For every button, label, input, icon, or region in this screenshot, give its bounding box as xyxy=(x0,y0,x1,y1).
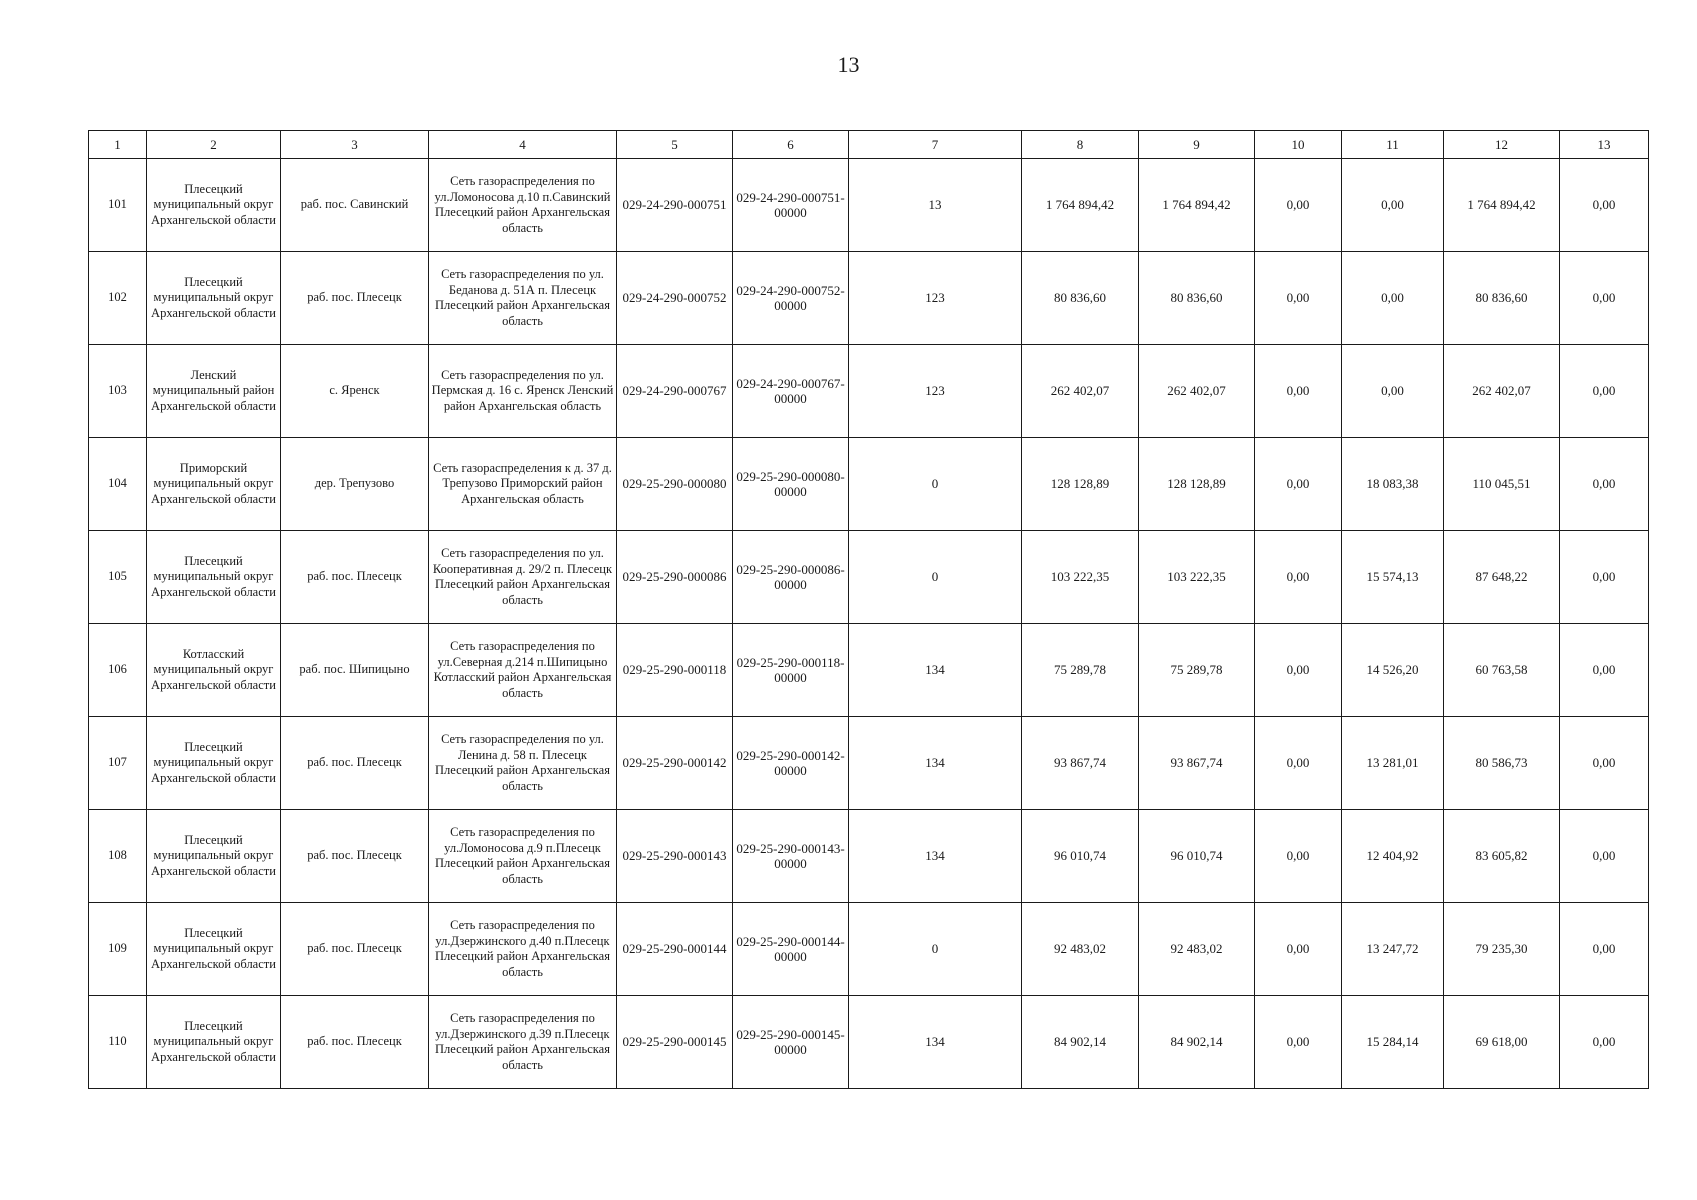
cadastral-number-cell: 029-25-290-000144 xyxy=(617,903,733,996)
header-row xyxy=(89,131,1649,159)
table-row xyxy=(89,810,1649,903)
column-10-value-cell: 0,00 xyxy=(1255,438,1342,531)
column-13-value-cell: 0,00 xyxy=(1560,531,1649,624)
cadastral-number-cell: 029-25-290-000145 xyxy=(617,996,733,1089)
cadastral-number-cell: 029-24-290-000752 xyxy=(617,252,733,345)
settlement-cell: раб. пос. Плесецк xyxy=(281,903,429,996)
registry-number-cell: 029-24-290-000767-00000 xyxy=(733,345,849,438)
table-row xyxy=(89,624,1649,717)
municipality-cell: Ленский муниципальный район Архангельской области xyxy=(147,345,281,438)
column-8-value-cell: 262 402,07 xyxy=(1022,345,1139,438)
row-number-cell: 106 xyxy=(89,624,147,717)
registry-number-cell: 029-25-290-000145-00000 xyxy=(733,996,849,1089)
settlement-cell: раб. пос. Плесецк xyxy=(281,717,429,810)
registry-number-cell: 029-25-290-000144-00000 xyxy=(733,903,849,996)
column-12-value-cell: 60 763,58 xyxy=(1444,624,1560,717)
column-10-value-cell: 0,00 xyxy=(1255,252,1342,345)
column-header: 5 xyxy=(617,131,733,159)
column-10-value-cell: 0,00 xyxy=(1255,531,1342,624)
column-7-value-cell: 134 xyxy=(849,996,1022,1089)
row-number-cell: 109 xyxy=(89,903,147,996)
municipality-cell: Приморский муниципальный округ Архангельской области xyxy=(147,438,281,531)
settlement-cell: раб. пос. Савинский xyxy=(281,159,429,252)
column-header: 4 xyxy=(429,131,617,159)
column-10-value-cell: 0,00 xyxy=(1255,717,1342,810)
object-name-cell: Сеть газораспределения по ул. Беданова д. 51А п. Плесецк Плесецкий район Архангельская область xyxy=(429,252,617,345)
column-11-value-cell: 14 526,20 xyxy=(1342,624,1444,717)
column-9-value-cell: 128 128,89 xyxy=(1139,438,1255,531)
page-number: 13 xyxy=(837,52,860,77)
column-13-value-cell: 0,00 xyxy=(1560,438,1649,531)
column-13-value-cell: 0,00 xyxy=(1560,252,1649,345)
column-9-value-cell: 93 867,74 xyxy=(1139,717,1255,810)
row-number-cell: 105 xyxy=(89,531,147,624)
table-row xyxy=(89,717,1649,810)
column-12-value-cell: 79 235,30 xyxy=(1444,903,1560,996)
column-9-value-cell: 80 836,60 xyxy=(1139,252,1255,345)
settlement-cell: раб. пос. Плесецк xyxy=(281,531,429,624)
column-header: 1 xyxy=(89,131,147,159)
column-10-value-cell: 0,00 xyxy=(1255,159,1342,252)
settlement-cell: раб. пос. Плесецк xyxy=(281,996,429,1089)
municipality-cell: Плесецкий муниципальный округ Архангельской области xyxy=(147,252,281,345)
object-name-cell: Сеть газораспределения по ул.Дзержинского д.39 п.Плесецк Плесецкий район Архангельская область xyxy=(429,996,617,1089)
cadastral-number-cell: 029-24-290-000767 xyxy=(617,345,733,438)
column-10-value-cell: 0,00 xyxy=(1255,903,1342,996)
column-8-value-cell: 92 483,02 xyxy=(1022,903,1139,996)
table-row xyxy=(89,345,1649,438)
row-number-cell: 107 xyxy=(89,717,147,810)
row-number-cell: 108 xyxy=(89,810,147,903)
column-12-value-cell: 69 618,00 xyxy=(1444,996,1560,1089)
cadastral-number-cell: 029-24-290-000751 xyxy=(617,159,733,252)
table-row xyxy=(89,531,1649,624)
column-13-value-cell: 0,00 xyxy=(1560,903,1649,996)
column-7-value-cell: 13 xyxy=(849,159,1022,252)
cadastral-number-cell: 029-25-290-000143 xyxy=(617,810,733,903)
column-7-value-cell: 123 xyxy=(849,345,1022,438)
registry-number-cell: 029-24-290-000752-00000 xyxy=(733,252,849,345)
column-12-value-cell: 80 836,60 xyxy=(1444,252,1560,345)
column-13-value-cell: 0,00 xyxy=(1560,717,1649,810)
column-header: 2 xyxy=(147,131,281,159)
municipality-cell: Плесецкий муниципальный округ Архангельской области xyxy=(147,159,281,252)
column-header: 9 xyxy=(1139,131,1255,159)
column-11-value-cell: 18 083,38 xyxy=(1342,438,1444,531)
column-header: 3 xyxy=(281,131,429,159)
column-9-value-cell: 1 764 894,42 xyxy=(1139,159,1255,252)
table-body xyxy=(89,159,1649,1089)
column-9-value-cell: 92 483,02 xyxy=(1139,903,1255,996)
column-7-value-cell: 0 xyxy=(849,903,1022,996)
object-name-cell: Сеть газораспределения по ул.Ломоносова д.10 п.Савинский Плесецкий район Архангельская область xyxy=(429,159,617,252)
cadastral-number-cell: 029-25-290-000086 xyxy=(617,531,733,624)
column-13-value-cell: 0,00 xyxy=(1560,996,1649,1089)
column-13-value-cell: 0,00 xyxy=(1560,624,1649,717)
column-9-value-cell: 84 902,14 xyxy=(1139,996,1255,1089)
column-header: 7 xyxy=(849,131,1022,159)
column-10-value-cell: 0,00 xyxy=(1255,624,1342,717)
settlement-cell: раб. пос. Шипицыно xyxy=(281,624,429,717)
column-9-value-cell: 103 222,35 xyxy=(1139,531,1255,624)
register-table xyxy=(88,130,1649,1089)
column-12-value-cell: 110 045,51 xyxy=(1444,438,1560,531)
table-row xyxy=(89,903,1649,996)
column-8-value-cell: 80 836,60 xyxy=(1022,252,1139,345)
column-7-value-cell: 134 xyxy=(849,624,1022,717)
column-header: 11 xyxy=(1342,131,1444,159)
settlement-cell: раб. пос. Плесецк xyxy=(281,810,429,903)
registry-number-cell: 029-25-290-000142-00000 xyxy=(733,717,849,810)
registry-number-cell: 029-25-290-000143-00000 xyxy=(733,810,849,903)
column-7-value-cell: 134 xyxy=(849,810,1022,903)
object-name-cell: Сеть газораспределения по ул.Ломоносова д.9 п.Плесецк Плесецкий район Архангельская область xyxy=(429,810,617,903)
cadastral-number-cell: 029-25-290-000118 xyxy=(617,624,733,717)
row-number-cell: 110 xyxy=(89,996,147,1089)
column-12-value-cell: 1 764 894,42 xyxy=(1444,159,1560,252)
column-12-value-cell: 80 586,73 xyxy=(1444,717,1560,810)
object-name-cell: Сеть газораспределения по ул. Пермская д. 16 с. Яренск Ленский район Архангельская область xyxy=(429,345,617,438)
column-11-value-cell: 13 281,01 xyxy=(1342,717,1444,810)
column-8-value-cell: 128 128,89 xyxy=(1022,438,1139,531)
column-13-value-cell: 0,00 xyxy=(1560,345,1649,438)
settlement-cell: раб. пос. Плесецк xyxy=(281,252,429,345)
object-name-cell: Сеть газораспределения по ул.Дзержинского д.40 п.Плесецк Плесецкий район Архангельская область xyxy=(429,903,617,996)
column-11-value-cell: 0,00 xyxy=(1342,345,1444,438)
table-row xyxy=(89,996,1649,1089)
column-7-value-cell: 0 xyxy=(849,438,1022,531)
row-number-cell: 103 xyxy=(89,345,147,438)
column-11-value-cell: 12 404,92 xyxy=(1342,810,1444,903)
column-header: 12 xyxy=(1444,131,1560,159)
column-9-value-cell: 75 289,78 xyxy=(1139,624,1255,717)
column-13-value-cell: 0,00 xyxy=(1560,159,1649,252)
column-header: 13 xyxy=(1560,131,1649,159)
column-9-value-cell: 262 402,07 xyxy=(1139,345,1255,438)
column-8-value-cell: 75 289,78 xyxy=(1022,624,1139,717)
column-7-value-cell: 123 xyxy=(849,252,1022,345)
column-10-value-cell: 0,00 xyxy=(1255,996,1342,1089)
settlement-cell: с. Яренск xyxy=(281,345,429,438)
column-11-value-cell: 0,00 xyxy=(1342,252,1444,345)
row-number-cell: 101 xyxy=(89,159,147,252)
municipality-cell: Плесецкий муниципальный округ Архангельской области xyxy=(147,717,281,810)
column-12-value-cell: 262 402,07 xyxy=(1444,345,1560,438)
municipality-cell: Плесецкий муниципальный округ Архангельской области xyxy=(147,996,281,1089)
table-row xyxy=(89,159,1649,252)
column-8-value-cell: 96 010,74 xyxy=(1022,810,1139,903)
object-name-cell: Сеть газораспределения по ул.Северная д.214 п.Шипицыно Котласский район Архангельская область xyxy=(429,624,617,717)
cadastral-number-cell: 029-25-290-000080 xyxy=(617,438,733,531)
registry-number-cell: 029-25-290-000118-00000 xyxy=(733,624,849,717)
column-12-value-cell: 87 648,22 xyxy=(1444,531,1560,624)
column-7-value-cell: 134 xyxy=(849,717,1022,810)
column-header: 6 xyxy=(733,131,849,159)
registry-number-cell: 029-25-290-000080-00000 xyxy=(733,438,849,531)
registry-number-cell: 029-25-290-000086-00000 xyxy=(733,531,849,624)
object-name-cell: Сеть газораспределения к д. 37 д. Трепузово Приморский район Архангельская область xyxy=(429,438,617,531)
column-10-value-cell: 0,00 xyxy=(1255,810,1342,903)
table-row xyxy=(89,252,1649,345)
row-number-cell: 104 xyxy=(89,438,147,531)
municipality-cell: Котласский муниципальный округ Архангельской области xyxy=(147,624,281,717)
column-11-value-cell: 15 574,13 xyxy=(1342,531,1444,624)
column-7-value-cell: 0 xyxy=(849,531,1022,624)
column-11-value-cell: 13 247,72 xyxy=(1342,903,1444,996)
column-12-value-cell: 83 605,82 xyxy=(1444,810,1560,903)
column-9-value-cell: 96 010,74 xyxy=(1139,810,1255,903)
column-13-value-cell: 0,00 xyxy=(1560,810,1649,903)
column-8-value-cell: 93 867,74 xyxy=(1022,717,1139,810)
table-row xyxy=(89,438,1649,531)
column-11-value-cell: 0,00 xyxy=(1342,159,1444,252)
column-8-value-cell: 84 902,14 xyxy=(1022,996,1139,1089)
object-name-cell: Сеть газораспределения по ул. Ленина д. 58 п. Плесецк Плесецкий район Архангельская область xyxy=(429,717,617,810)
row-number-cell: 102 xyxy=(89,252,147,345)
municipality-cell: Плесецкий муниципальный округ Архангельской области xyxy=(147,903,281,996)
column-8-value-cell: 1 764 894,42 xyxy=(1022,159,1139,252)
settlement-cell: дер. Трепузово xyxy=(281,438,429,531)
registry-number-cell: 029-24-290-000751-00000 xyxy=(733,159,849,252)
column-header: 10 xyxy=(1255,131,1342,159)
municipality-cell: Плесецкий муниципальный округ Архангельской области xyxy=(147,531,281,624)
object-name-cell: Сеть газораспределения по ул. Кооперативная д. 29/2 п. Плесецк Плесецкий район Архангельская область xyxy=(429,531,617,624)
cadastral-number-cell: 029-25-290-000142 xyxy=(617,717,733,810)
column-10-value-cell: 0,00 xyxy=(1255,345,1342,438)
column-header: 8 xyxy=(1022,131,1139,159)
column-8-value-cell: 103 222,35 xyxy=(1022,531,1139,624)
municipality-cell: Плесецкий муниципальный округ Архангельской области xyxy=(147,810,281,903)
column-11-value-cell: 15 284,14 xyxy=(1342,996,1444,1089)
